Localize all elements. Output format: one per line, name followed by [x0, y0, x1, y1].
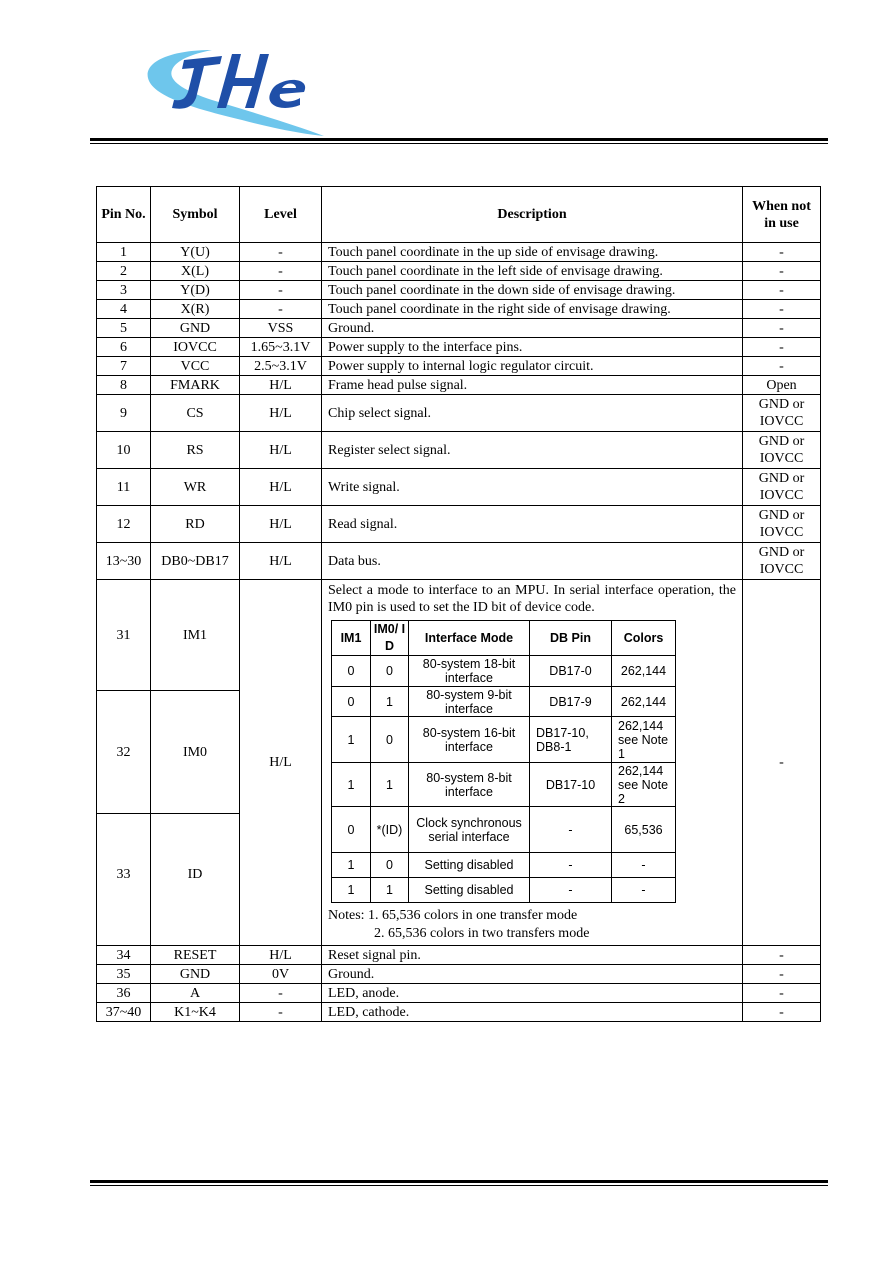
sub-table-header-row	[332, 621, 676, 656]
sub-table-row	[332, 717, 676, 763]
table-row	[97, 262, 821, 281]
footer-rule-thin	[90, 1185, 828, 1186]
sub-interface-mode: Clock synchronous serial interface	[409, 807, 530, 853]
sub-header-im0-id: IM0/ I D	[371, 621, 409, 656]
pin-when-not-in-use: -	[743, 580, 821, 946]
pin-when-not-in-use: -	[743, 1003, 821, 1022]
sub-colors: 65,536	[612, 807, 676, 853]
table-row	[97, 319, 821, 338]
pin-level: -	[240, 243, 322, 262]
pin-when-not-in-use: GND or IOVCC	[743, 432, 821, 469]
note-1: Notes: 1. 65,536 colors in one transfer mode	[328, 908, 578, 923]
sub-db-pin: DB17-10	[530, 763, 612, 807]
pin-description: Touch panel coordinate in the left side of envisage drawing.	[322, 262, 743, 281]
sub-db-pin: DB17-10, DB8-1	[530, 717, 612, 763]
sub-im0: 1	[371, 763, 409, 807]
sub-table-row	[332, 807, 676, 853]
pin-description: Frame head pulse signal.	[322, 376, 743, 395]
pin-when-not-in-use: -	[743, 281, 821, 300]
pin-level: H/L	[240, 376, 322, 395]
im-pin-symbols	[151, 580, 240, 946]
interface-mode-notes	[328, 907, 742, 943]
pin-description: Power supply to the interface pins.	[322, 338, 743, 357]
pin-description: Write signal.	[322, 469, 743, 506]
pin-no: 4	[97, 300, 151, 319]
pin-when-not-in-use: Open	[743, 376, 821, 395]
pin-level: H/L	[240, 946, 322, 965]
sub-db-pin: -	[530, 853, 612, 878]
sub-im1: 0	[332, 656, 371, 687]
sub-interface-mode: Setting disabled	[409, 853, 530, 878]
pin-level: H/L	[240, 506, 322, 543]
pin-no: 31	[97, 580, 150, 691]
pin-symbol: RS	[151, 432, 240, 469]
pin-no: 7	[97, 357, 151, 376]
pin-level: -	[240, 1003, 322, 1022]
sub-im1: 1	[332, 717, 371, 763]
pin-description: Reset signal pin.	[322, 946, 743, 965]
sub-im0: 0	[371, 853, 409, 878]
pin-no: 6	[97, 338, 151, 357]
pin-symbol: FMARK	[151, 376, 240, 395]
table-row	[97, 469, 821, 506]
pin-no: 8	[97, 376, 151, 395]
pin-no: 10	[97, 432, 151, 469]
pin-no: 2	[97, 262, 151, 281]
sub-db-pin: -	[530, 807, 612, 853]
pin-symbol: IM0	[151, 691, 239, 814]
sub-interface-mode: 80-system 8-bit interface	[409, 763, 530, 807]
table-row	[97, 281, 821, 300]
pin-level: 2.5~3.1V	[240, 357, 322, 376]
table-row-interface-mode	[97, 580, 821, 946]
header-rule-thick	[90, 138, 828, 141]
table-row	[97, 543, 821, 580]
sub-im1: 0	[332, 807, 371, 853]
sub-colors: 262,144	[612, 687, 676, 717]
pin-no: 11	[97, 469, 151, 506]
header-when-not-in-use: When not in use	[743, 187, 821, 243]
sub-table-row	[332, 687, 676, 717]
pin-when-not-in-use: -	[743, 946, 821, 965]
interface-mode-table	[331, 620, 676, 903]
pin-symbol: CS	[151, 395, 240, 432]
sub-db-pin: DB17-0	[530, 656, 612, 687]
pin-description: Read signal.	[322, 506, 743, 543]
sub-colors: -	[612, 878, 676, 903]
pin-symbol: ID	[187, 866, 203, 882]
sub-table-row	[332, 853, 676, 878]
pin-when-not-in-use: -	[743, 262, 821, 281]
pin-when-not-in-use: -	[743, 319, 821, 338]
pin-symbol: Y(U)	[151, 243, 240, 262]
sub-table-row	[332, 878, 676, 903]
sub-header-db-pin: DB Pin	[530, 621, 612, 656]
table-row	[97, 984, 821, 1003]
pin-when-not-in-use: GND or IOVCC	[743, 395, 821, 432]
pin-when-not-in-use: -	[743, 965, 821, 984]
pin-no: 9	[97, 395, 151, 432]
pin-symbol: RD	[151, 506, 240, 543]
pin-symbol: WR	[151, 469, 240, 506]
pin-symbol: IM1	[151, 580, 239, 691]
pin-level: 0V	[240, 965, 322, 984]
pin-symbol: Y(D)	[151, 281, 240, 300]
pin-level: -	[240, 300, 322, 319]
pin-symbol: GND	[151, 965, 240, 984]
sub-im0: 1	[371, 687, 409, 717]
pin-description: Touch panel coordinate in the down side of envisage drawing.	[322, 281, 743, 300]
pin-symbol: RESET	[151, 946, 240, 965]
pin-when-not-in-use: GND or IOVCC	[743, 506, 821, 543]
pin-level: -	[240, 262, 322, 281]
sub-colors: 262,144 see Note 1	[612, 717, 676, 763]
pin-level: H/L	[240, 469, 322, 506]
header-symbol: Symbol	[151, 187, 240, 243]
sub-im1: 1	[332, 878, 371, 903]
pin-description: Chip select signal.	[322, 395, 743, 432]
sub-interface-mode: 80-system 18-bit interface	[409, 656, 530, 687]
pin-description: Ground.	[322, 965, 743, 984]
pin-no: 13~30	[97, 543, 151, 580]
pin-symbol: DB0~DB17	[151, 543, 240, 580]
footer-rule-thick	[90, 1180, 828, 1183]
sub-db-pin: DB17-9	[530, 687, 612, 717]
pin-level: H/L	[240, 395, 322, 432]
sub-header-im1: IM1	[332, 621, 371, 656]
table-row	[97, 395, 821, 432]
table-row	[97, 243, 821, 262]
sub-interface-mode: 80-system 16-bit interface	[409, 717, 530, 763]
header-rule-thin	[90, 143, 828, 144]
pin-symbol: A	[151, 984, 240, 1003]
sub-interface-mode: 80-system 9-bit interface	[409, 687, 530, 717]
sub-im0: 0	[371, 656, 409, 687]
pin-when-not-in-use: -	[743, 243, 821, 262]
pin-no: 34	[97, 946, 151, 965]
table-row	[97, 300, 821, 319]
table-row	[97, 338, 821, 357]
sub-colors: 262,144	[612, 656, 676, 687]
pin-level: H/L	[240, 580, 322, 946]
pin-description: LED, cathode.	[322, 1003, 743, 1022]
sub-im1: 1	[332, 763, 371, 807]
pin-when-not-in-use: -	[743, 300, 821, 319]
interface-mode-description	[322, 580, 743, 946]
pin-description: LED, anode.	[322, 984, 743, 1003]
table-row	[97, 357, 821, 376]
pin-description-table	[96, 186, 821, 1022]
sub-table-row	[332, 656, 676, 687]
pin-no: 3	[97, 281, 151, 300]
sub-table-row	[332, 763, 676, 807]
sub-colors: 262,144 see Note 2	[612, 763, 676, 807]
pin-symbol: GND	[151, 319, 240, 338]
table-row	[97, 376, 821, 395]
pin-no: 36	[97, 984, 151, 1003]
header-level: Level	[240, 187, 322, 243]
pin-symbol: K1~K4	[151, 1003, 240, 1022]
sub-header-colors: Colors	[612, 621, 676, 656]
pin-symbol: VCC	[151, 357, 240, 376]
interface-mode-text: Select a mode to interface to an MPU. In serial interface operation, the IM0 pin is used to set the ID bit of device code.	[328, 583, 736, 615]
pin-level: VSS	[240, 319, 322, 338]
sub-interface-mode: Setting disabled	[409, 878, 530, 903]
table-header-row	[97, 187, 821, 243]
pin-description: Data bus.	[322, 543, 743, 580]
table-row	[97, 965, 821, 984]
pin-level: 1.65~3.1V	[240, 338, 322, 357]
pin-level: H/L	[240, 543, 322, 580]
pin-when-not-in-use: -	[743, 357, 821, 376]
sub-im0: *(ID)	[371, 807, 409, 853]
sub-im1: 1	[332, 853, 371, 878]
im-pin-numbers	[97, 580, 151, 946]
pin-no: 5	[97, 319, 151, 338]
pin-when-not-in-use: GND or IOVCC	[743, 469, 821, 506]
sub-header-interface-mode: Interface Mode	[409, 621, 530, 656]
pin-no: 35	[97, 965, 151, 984]
pin-description: Register select signal.	[322, 432, 743, 469]
header-pin-no: Pin No.	[97, 187, 151, 243]
pin-no: 37~40	[97, 1003, 151, 1022]
pin-no: 1	[97, 243, 151, 262]
pin-when-not-in-use: -	[743, 338, 821, 357]
pin-symbol: X(L)	[151, 262, 240, 281]
sub-im0: 0	[371, 717, 409, 763]
pin-level: H/L	[240, 432, 322, 469]
table-row	[97, 946, 821, 965]
table-row	[97, 1003, 821, 1022]
pin-description: Touch panel coordinate in the up side of envisage drawing.	[322, 243, 743, 262]
pin-no: 12	[97, 506, 151, 543]
pin-when-not-in-use: GND or IOVCC	[743, 543, 821, 580]
pin-level: -	[240, 281, 322, 300]
pin-description: Ground.	[322, 319, 743, 338]
note-2: 2. 65,536 colors in two transfers mode	[374, 926, 590, 941]
pin-symbol: X(R)	[151, 300, 240, 319]
table-row	[97, 432, 821, 469]
sub-im1: 0	[332, 687, 371, 717]
pin-no: 33	[116, 866, 131, 882]
table-row	[97, 506, 821, 543]
company-logo	[142, 44, 332, 140]
pin-no: 32	[97, 691, 150, 814]
pin-description: Touch panel coordinate in the right side of envisage drawing.	[322, 300, 743, 319]
pin-description: Power supply to internal logic regulator circuit.	[322, 357, 743, 376]
sub-db-pin: -	[530, 878, 612, 903]
sub-colors: -	[612, 853, 676, 878]
sub-im0: 1	[371, 878, 409, 903]
pin-when-not-in-use: -	[743, 984, 821, 1003]
header-description: Description	[322, 187, 743, 243]
pin-symbol: IOVCC	[151, 338, 240, 357]
pin-level: -	[240, 984, 322, 1003]
